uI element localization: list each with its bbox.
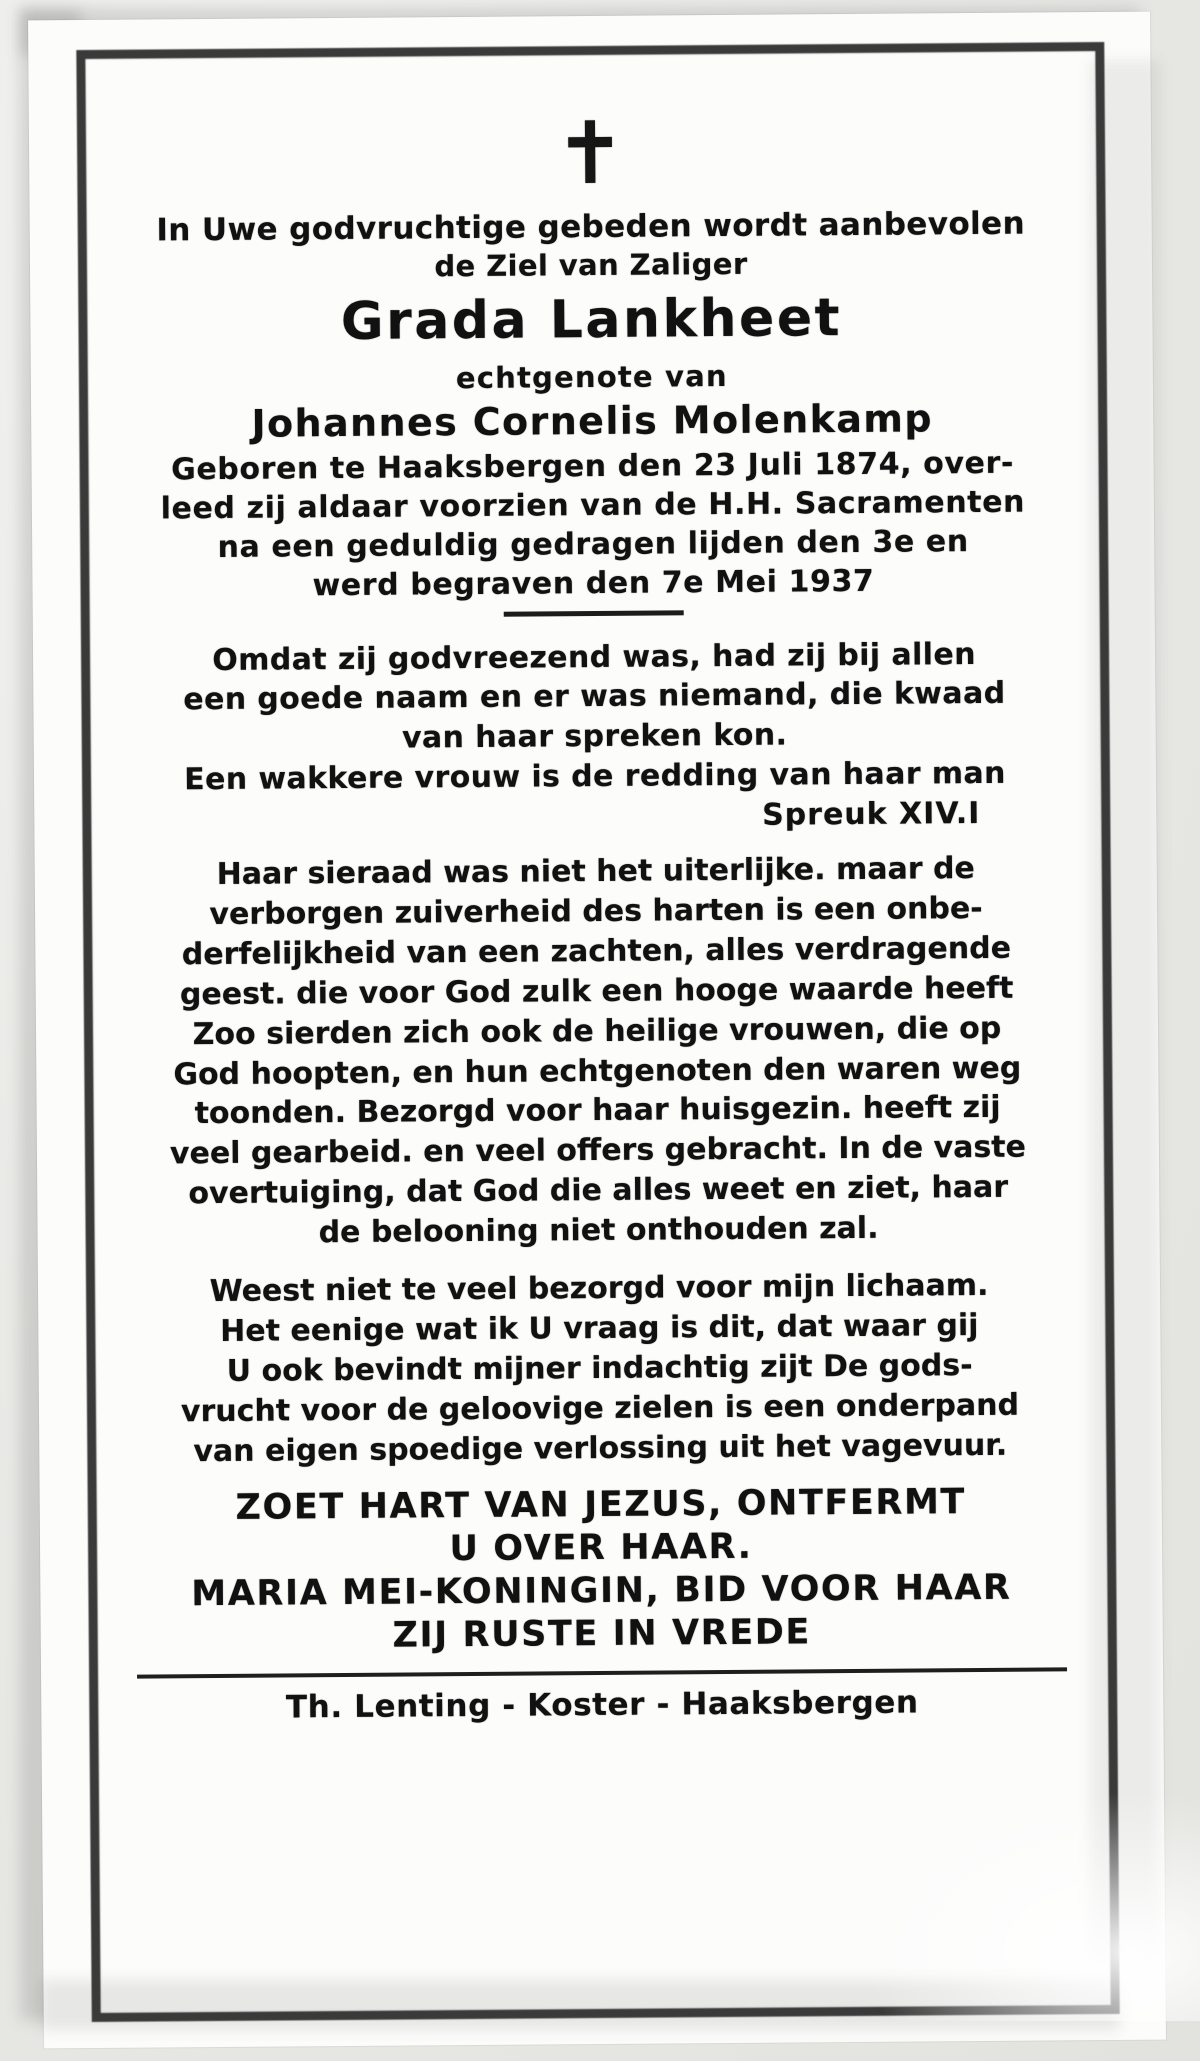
life-details-block	[117, 443, 1068, 606]
intro-block	[116, 206, 1067, 288]
eulogy-line-8: veel gearbeid. en veel offers gebracht. In de vaste	[169, 1129, 1027, 1172]
cross-icon: ✝	[553, 103, 627, 205]
eulogy-line-6: God hoopten, en hun echtgenoten den waren weg	[173, 1050, 1022, 1092]
scripture-reference: Spreuk XIV.I	[761, 796, 981, 833]
invocations-block	[126, 1481, 1077, 1659]
divider-long	[137, 1668, 1067, 1679]
memorial-card	[28, 12, 1166, 2049]
eulogy-line-7: toonden. Bezorgd voor haar huisgezin. heeft zij	[194, 1090, 1001, 1132]
divider-short	[504, 610, 684, 616]
scripture-quote-block	[119, 634, 1070, 801]
intro-line-1: In Uwe godvruchtige gebeden wordt aanbevolen	[156, 206, 1026, 249]
eulogy-line-3: derfelijkheid van een zachten, alles verdragende	[181, 930, 1012, 973]
life-details-line-2: leed zij aldaar voorzien van de H.H. Sacramenten	[160, 484, 1026, 526]
final-words-line-1: Weest niet te veel bezorgd voor mijn lichaam.	[209, 1267, 989, 1310]
card-content	[115, 103, 1078, 1727]
scripture-line-4: Een wakkere vrouw is de redding van haar man	[183, 755, 1007, 798]
invocation-line-4: ZIJ RUSTE IN VREDE	[392, 1611, 812, 1656]
scripture-line-1: Omdat zij godvreezend was, had zij bij allen	[212, 636, 977, 678]
eulogy-line-2: verborgen zuiverheid des harten is een onbe-	[209, 890, 983, 933]
eulogy-line-5: Zoo sierden zich ook de heilige vrouwen, die op	[192, 1010, 1002, 1052]
final-words-line-4: vrucht voor de geloovige zielen is een onderpand	[180, 1387, 1020, 1429]
intro-line-2: de Ziel van Zaliger	[434, 246, 748, 284]
life-details-line-1: Geboren te Haaksbergen den 23 Juli 1874, over-	[171, 445, 1015, 487]
life-details-line-4: werd begraven den 7e Mei 1937	[312, 563, 875, 603]
eulogy-line-10: de belooning niet onthouden zal.	[318, 1210, 879, 1251]
final-words-line-5: van eigen spoedige verlossing uit het vagevuur.	[193, 1427, 1008, 1469]
scripture-line-2: een goede naam en er was niemand, die kwaad	[183, 676, 1006, 718]
printer-credit: Th. Lenting - Koster - Haaksbergen	[285, 1684, 919, 1726]
deceased-name: Grada Lankheet	[340, 288, 843, 353]
life-details-line-3: na een geduldig gedragen lijden den 3e en	[217, 523, 969, 565]
spouse-name: Johannes Cornelis Molenkamp	[251, 396, 934, 446]
final-words-block	[124, 1265, 1076, 1472]
eulogy-line-1: Haar sieraad was niet het uiterlijke. maar de	[216, 851, 975, 893]
eulogy-line-4: geest. die voor God zulk een hooge waarde heeft	[179, 970, 1014, 1013]
eulogy-block	[121, 848, 1074, 1254]
invocation-line-3: MARIA MEI-KONINGIN, BID VOOR HAAR	[191, 1567, 1012, 1615]
eulogy-line-9: overtuiging, dat God die alles weet en ziet, haar	[188, 1169, 1009, 1212]
final-words-line-2: Het eenige wat ik U vraag is dit, dat waar gij	[220, 1307, 979, 1349]
scripture-line-3: van haar spreken kon.	[401, 717, 788, 756]
invocation-line-2: U OVER HAAR.	[449, 1526, 753, 1570]
final-words-line-3: U ook bevindt mijner indachtig zijt De gods-	[226, 1347, 973, 1389]
invocation-line-1: ZOET HART VAN JEZUS, ONTFERMT	[235, 1482, 967, 1529]
relation-label: echtgenote van	[455, 358, 728, 396]
